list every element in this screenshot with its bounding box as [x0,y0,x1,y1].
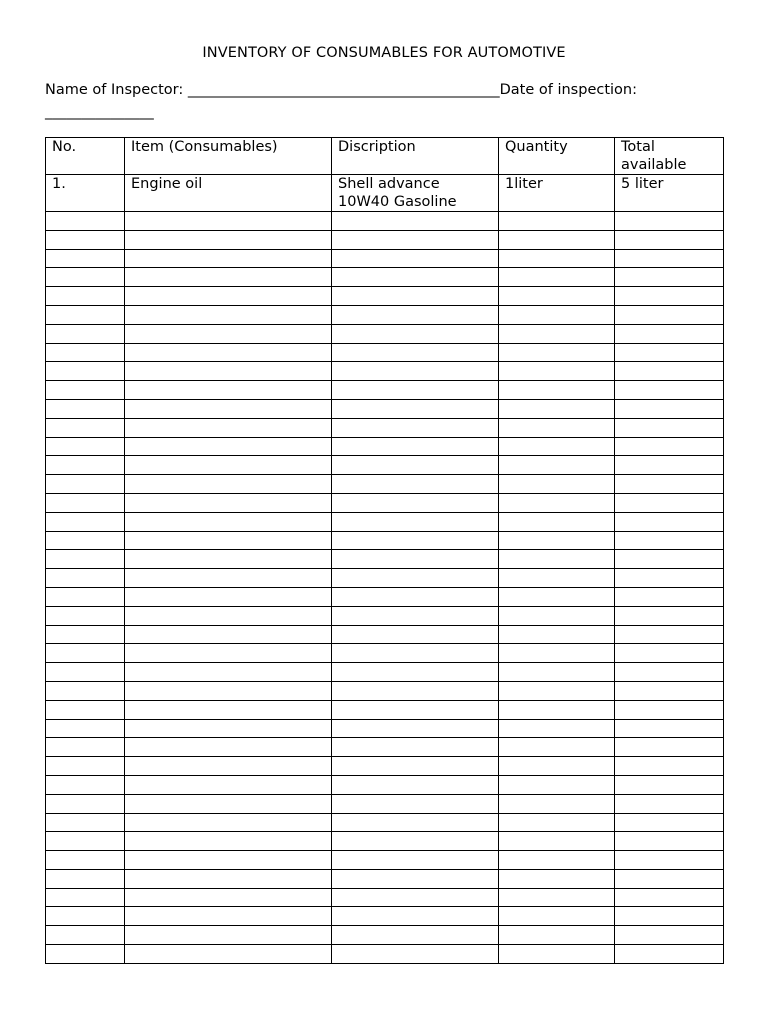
cell-quantity-empty[interactable] [499,230,615,249]
table-header-row [46,138,724,175]
table-row-empty [46,606,724,625]
cell-item-empty[interactable] [125,888,332,907]
cell-item-empty[interactable] [125,249,332,268]
cell-total-available-empty[interactable] [615,324,724,343]
cell-total-available-empty[interactable] [615,268,724,287]
cell-quantity-empty[interactable] [499,606,615,625]
cell-item-empty[interactable] [125,625,332,644]
table-row-empty [46,362,724,381]
cell-total-available-empty[interactable] [615,475,724,494]
cell-item-empty[interactable] [125,437,332,456]
cell-item-empty[interactable] [125,475,332,494]
table-row-empty [46,230,724,249]
cell-item-empty[interactable] [125,531,332,550]
cell-quantity-empty[interactable] [499,888,615,907]
cell-item-empty[interactable] [125,700,332,719]
cell-item-empty[interactable] [125,851,332,870]
cell-quantity-empty[interactable] [499,437,615,456]
cell-quantity-empty[interactable] [499,907,615,926]
cell-no-empty[interactable] [46,719,125,738]
cell-description-empty[interactable] [332,625,499,644]
cell-total-available-empty[interactable] [615,794,724,813]
table-row-empty [46,475,724,494]
cell-total-available-empty[interactable] [615,926,724,945]
inspector-label: Name of Inspector: [45,82,188,98]
cell-total-available-empty[interactable] [615,869,724,888]
cell-item-empty[interactable] [125,362,332,381]
cell-description-empty[interactable] [332,945,499,964]
cell-total-available-empty[interactable] [615,719,724,738]
cell-description-empty[interactable] [332,249,499,268]
cell-total-available-empty[interactable] [615,381,724,400]
cell-quantity-empty[interactable] [499,700,615,719]
table-row-empty [46,681,724,700]
table-row-empty [46,550,724,569]
inspector-line [45,82,637,98]
cell-no-empty[interactable] [46,587,125,606]
cell-quantity-empty[interactable] [499,625,615,644]
cell-item-empty[interactable] [125,775,332,794]
cell-quantity-empty[interactable] [499,324,615,343]
cell-quantity-empty[interactable] [499,644,615,663]
cell-quantity-empty[interactable] [499,249,615,268]
cell-quantity-empty[interactable] [499,663,615,682]
cell-no-empty[interactable] [46,399,125,418]
cell-item-empty[interactable] [125,343,332,362]
cell-no-empty[interactable] [46,945,125,964]
cell-no-empty[interactable] [46,681,125,700]
cell-quantity-empty[interactable] [499,305,615,324]
cell-quantity-empty[interactable] [499,719,615,738]
cell-no-empty[interactable] [46,230,125,249]
cell-total-available-empty[interactable] [615,512,724,531]
cell-description-empty[interactable] [332,456,499,475]
cell-item-empty[interactable] [125,945,332,964]
cell-description-empty[interactable] [332,926,499,945]
cell-item-empty[interactable] [125,493,332,512]
cell-item-empty[interactable] [125,719,332,738]
cell-item-empty[interactable] [125,606,332,625]
header-no: No. [46,138,125,175]
cell-description-empty[interactable] [332,418,499,437]
cell-item-empty[interactable] [125,832,332,851]
table-row-empty [46,381,724,400]
cell-total-available-empty[interactable] [615,305,724,324]
cell-description-empty[interactable] [332,362,499,381]
cell-total-available-empty[interactable] [615,343,724,362]
cell-total-available-empty[interactable] [615,249,724,268]
cell-total-available: 5 liter [615,175,724,212]
cell-item-empty[interactable] [125,569,332,588]
table-row-empty [46,287,724,306]
cell-item-empty[interactable] [125,738,332,757]
cell-item-empty[interactable] [125,324,332,343]
cell-total-available-empty[interactable] [615,945,724,964]
cell-no-empty[interactable] [46,512,125,531]
inventory-table [45,137,724,964]
cell-quantity-empty[interactable] [499,381,615,400]
cell-quantity-empty[interactable] [499,531,615,550]
table-row-empty [46,813,724,832]
table-row-empty [46,738,724,757]
cell-total-available-empty[interactable] [615,907,724,926]
cell-total-available-empty[interactable] [615,738,724,757]
cell-quantity-empty[interactable] [499,569,615,588]
cell-no-empty[interactable] [46,926,125,945]
cell-quantity-empty[interactable] [499,399,615,418]
cell-description-empty[interactable] [332,493,499,512]
cell-quantity-empty[interactable] [499,757,615,776]
cell-item-empty[interactable] [125,230,332,249]
table-row-empty [46,832,724,851]
cell-description-empty[interactable] [332,851,499,870]
cell-item-empty[interactable] [125,644,332,663]
table-row-empty [46,907,724,926]
date-line [45,104,154,120]
table-row-empty [46,437,724,456]
table-row-empty [46,644,724,663]
cell-item-empty[interactable] [125,757,332,776]
cell-item-empty[interactable] [125,456,332,475]
cell-description-empty[interactable] [332,606,499,625]
header-quantity: Quantity [499,138,615,175]
table-row-empty [46,663,724,682]
table-row-empty [46,418,724,437]
cell-description-empty[interactable] [332,663,499,682]
cell-no-empty[interactable] [46,249,125,268]
cell-description-empty[interactable] [332,550,499,569]
table-row-empty [46,625,724,644]
cell-no-empty[interactable] [46,550,125,569]
cell-description-empty[interactable] [332,399,499,418]
cell-quantity-empty[interactable] [499,681,615,700]
cell-item-empty[interactable] [125,305,332,324]
table-row-empty [46,343,724,362]
cell-no-empty[interactable] [46,437,125,456]
cell-description-empty[interactable] [332,813,499,832]
cell-total-available-empty[interactable] [615,456,724,475]
cell-description-empty[interactable] [332,775,499,794]
table-row-empty [46,926,724,945]
cell-no-empty[interactable] [46,888,125,907]
cell-description-empty[interactable] [332,569,499,588]
cell-no-empty[interactable] [46,775,125,794]
cell-description-empty[interactable] [332,230,499,249]
cell-quantity-empty[interactable] [499,794,615,813]
cell-description-empty[interactable] [332,475,499,494]
cell-description: Shell advance 10W40 Gasoline [332,175,499,212]
header-item: Item (Consumables) [125,138,332,175]
cell-item-empty[interactable] [125,418,332,437]
table-row-empty [46,456,724,475]
cell-quantity-empty[interactable] [499,287,615,306]
cell-total-available-empty[interactable] [615,287,724,306]
cell-item: Engine oil [125,175,332,212]
table-row-empty [46,775,724,794]
cell-total-available-empty[interactable] [615,493,724,512]
header-description: Discription [332,138,499,175]
cell-no-empty[interactable] [46,493,125,512]
cell-no-empty[interactable] [46,456,125,475]
table-row-empty [46,700,724,719]
cell-quantity-empty[interactable] [499,550,615,569]
table-row-empty [46,512,724,531]
cell-total-available-empty[interactable] [615,663,724,682]
cell-quantity-empty[interactable] [499,945,615,964]
cell-description-empty[interactable] [332,437,499,456]
cell-no-empty[interactable] [46,268,125,287]
table-row-empty [46,493,724,512]
cell-no-empty[interactable] [46,832,125,851]
cell-description-empty[interactable] [332,644,499,663]
cell-description-empty[interactable] [332,343,499,362]
table-row-empty [46,757,724,776]
cell-item-empty[interactable] [125,550,332,569]
cell-no-empty[interactable] [46,381,125,400]
cell-description-empty[interactable] [332,287,499,306]
cell-item-empty[interactable] [125,512,332,531]
date-label: Date of inspection: [499,82,637,98]
cell-item-empty[interactable] [125,287,332,306]
cell-quantity-empty[interactable] [499,775,615,794]
cell-total-available-empty[interactable] [615,569,724,588]
cell-description-empty[interactable] [332,681,499,700]
cell-item-empty[interactable] [125,794,332,813]
cell-no-empty[interactable] [46,663,125,682]
cell-total-available-empty[interactable] [615,700,724,719]
cell-item-empty[interactable] [125,212,332,231]
cell-quantity-empty[interactable] [499,212,615,231]
cell-total-available-empty[interactable] [615,399,724,418]
cell-item-empty[interactable] [125,869,332,888]
cell-item-empty[interactable] [125,907,332,926]
cell-no-empty[interactable] [46,625,125,644]
cell-quantity-empty[interactable] [499,813,615,832]
cell-description-empty[interactable] [332,888,499,907]
table-row-empty [46,587,724,606]
table-row-empty [46,212,724,231]
cell-no-empty[interactable] [46,324,125,343]
cell-item-empty[interactable] [125,926,332,945]
table-row-empty [46,268,724,287]
cell-no-empty[interactable] [46,287,125,306]
cell-description-empty[interactable] [332,869,499,888]
table-row-empty [46,869,724,888]
cell-quantity-empty[interactable] [499,475,615,494]
cell-quantity-empty[interactable] [499,493,615,512]
cell-item-empty[interactable] [125,663,332,682]
table-row-empty [46,305,724,324]
header-total-available: Total available [615,138,724,175]
cell-no-empty[interactable] [46,606,125,625]
cell-description-empty[interactable] [332,738,499,757]
cell-description-empty[interactable] [332,324,499,343]
cell-description-empty[interactable] [332,512,499,531]
cell-no: 1. [46,175,125,212]
cell-description-empty[interactable] [332,587,499,606]
cell-no-empty[interactable] [46,851,125,870]
cell-item-empty[interactable] [125,681,332,700]
cell-no-empty[interactable] [46,738,125,757]
cell-description-empty[interactable] [332,381,499,400]
cell-total-available-empty[interactable] [615,775,724,794]
cell-total-available-empty[interactable] [615,212,724,231]
inspector-name-blank[interactable]: ___________________________________________ [187,82,500,98]
cell-total-available-empty[interactable] [615,418,724,437]
cell-description-empty[interactable] [332,794,499,813]
cell-quantity-empty[interactable] [499,832,615,851]
cell-total-available-empty[interactable] [615,832,724,851]
cell-description-empty[interactable] [332,832,499,851]
cell-item-empty[interactable] [125,399,332,418]
table-row-empty [46,324,724,343]
cell-quantity-empty[interactable] [499,738,615,757]
cell-no-empty[interactable] [46,418,125,437]
cell-description-empty[interactable] [332,907,499,926]
cell-total-available-empty[interactable] [615,851,724,870]
table-row-empty [46,719,724,738]
cell-no-empty[interactable] [46,644,125,663]
cell-total-available-empty[interactable] [615,681,724,700]
cell-no-empty[interactable] [46,569,125,588]
cell-no-empty[interactable] [46,869,125,888]
cell-quantity-empty[interactable] [499,512,615,531]
cell-no-empty[interactable] [46,813,125,832]
cell-description-empty[interactable] [332,305,499,324]
cell-total-available-empty[interactable] [615,888,724,907]
table-row-empty [46,399,724,418]
cell-description-empty[interactable] [332,531,499,550]
cell-no-empty[interactable] [46,794,125,813]
table-row [46,175,724,212]
cell-total-available-empty[interactable] [615,813,724,832]
table-row-empty [46,531,724,550]
cell-description-empty[interactable] [332,212,499,231]
cell-no-empty[interactable] [46,700,125,719]
cell-no-empty[interactable] [46,907,125,926]
table-row-empty [46,569,724,588]
cell-no-empty[interactable] [46,757,125,776]
cell-item-empty[interactable] [125,813,332,832]
cell-total-available-empty[interactable] [615,531,724,550]
cell-quantity-empty[interactable] [499,343,615,362]
cell-quantity-empty[interactable] [499,869,615,888]
cell-total-available-empty[interactable] [615,362,724,381]
cell-item-empty[interactable] [125,587,332,606]
cell-quantity: 1liter [499,175,615,212]
table-row-empty [46,249,724,268]
cell-no-empty[interactable] [46,212,125,231]
cell-description-empty[interactable] [332,757,499,776]
cell-total-available-empty[interactable] [615,606,724,625]
cell-total-available-empty[interactable] [615,437,724,456]
cell-quantity-empty[interactable] [499,268,615,287]
table-row-empty [46,945,724,964]
cell-total-available-empty[interactable] [615,550,724,569]
cell-quantity-empty[interactable] [499,362,615,381]
cell-quantity-empty[interactable] [499,587,615,606]
cell-no-empty[interactable] [46,362,125,381]
document-title: INVENTORY OF CONSUMABLES FOR AUTOMOTIVE [202,45,566,61]
cell-no-empty[interactable] [46,305,125,324]
table-row-empty [46,794,724,813]
cell-description-empty[interactable] [332,268,499,287]
table-row-empty [46,888,724,907]
cell-quantity-empty[interactable] [499,926,615,945]
cell-item-empty[interactable] [125,268,332,287]
cell-no-empty[interactable] [46,343,125,362]
cell-total-available-empty[interactable] [615,625,724,644]
date-blank[interactable]: _______________ [45,104,154,120]
cell-total-available-empty[interactable] [615,587,724,606]
cell-total-available-empty[interactable] [615,757,724,776]
cell-total-available-empty[interactable] [615,644,724,663]
cell-quantity-empty[interactable] [499,456,615,475]
cell-quantity-empty[interactable] [499,851,615,870]
table-row-empty [46,851,724,870]
cell-total-available-empty[interactable] [615,230,724,249]
cell-no-empty[interactable] [46,531,125,550]
cell-description-empty[interactable] [332,700,499,719]
cell-description-empty[interactable] [332,719,499,738]
cell-item-empty[interactable] [125,381,332,400]
cell-no-empty[interactable] [46,475,125,494]
cell-quantity-empty[interactable] [499,418,615,437]
